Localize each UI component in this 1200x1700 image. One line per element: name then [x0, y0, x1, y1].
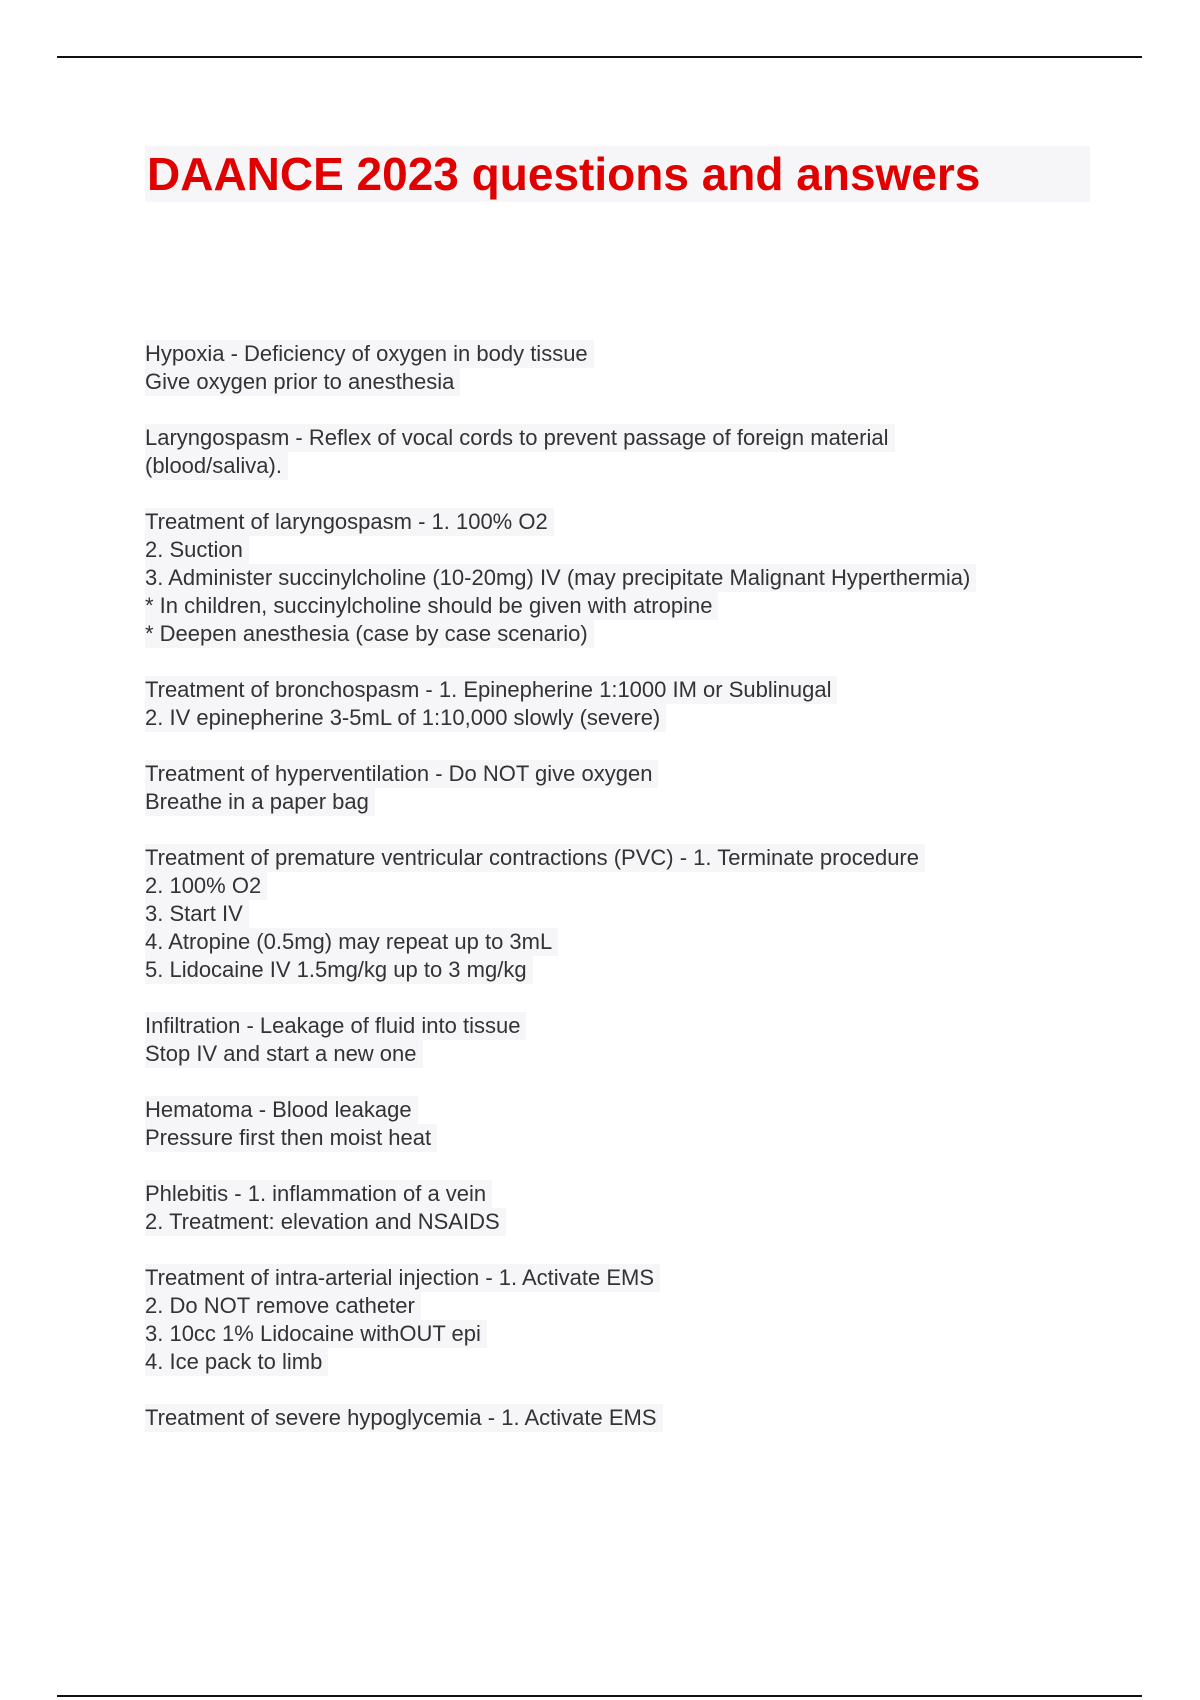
- flashcard-answer-line: 4. Atropine (0.5mg) may repeat up to 3mL: [145, 928, 558, 956]
- flashcard-term-line: Treatment of severe hypoglycemia - 1. Activate EMS: [145, 1404, 663, 1432]
- flashcard-list: [145, 340, 1095, 1460]
- flashcard-term-line: Laryngospasm - Reflex of vocal cords to prevent passage of foreign material: [145, 424, 895, 452]
- flashcard-term-line: Treatment of premature ventricular contractions (PVC) - 1. Terminate procedure: [145, 844, 925, 872]
- flashcard-answer-line: 3. Administer succinylcholine (10-20mg) IV (may precipitate Malignant Hyperthermia): [145, 564, 976, 592]
- flashcard-term-line: Phlebitis - 1. inflammation of a vein: [145, 1180, 492, 1208]
- flashcard-term-line: Hypoxia - Deficiency of oxygen in body tissue: [145, 340, 594, 368]
- flashcard-answer-line: Stop IV and start a new one: [145, 1040, 423, 1068]
- flashcard-answer-line: 2. Do NOT remove catheter: [145, 1292, 421, 1320]
- flashcard-term-line: Treatment of laryngospasm - 1. 100% O2: [145, 508, 554, 536]
- flashcard-term-line: Treatment of hyperventilation - Do NOT give oxygen: [145, 760, 658, 788]
- flashcard-answer-line: 4. Ice pack to limb: [145, 1348, 328, 1376]
- flashcard-entry: [145, 508, 1095, 648]
- flashcard-entry: [145, 1404, 1095, 1432]
- flashcard-entry: [145, 1264, 1095, 1376]
- document-title: DAANCE 2023 questions and answers: [147, 148, 981, 200]
- flashcard-answer-line: Give oxygen prior to anesthesia: [145, 368, 460, 396]
- flashcard-entry: [145, 676, 1095, 732]
- flashcard-entry: [145, 1180, 1095, 1236]
- title-block: [145, 146, 1090, 202]
- flashcard-answer-line: 5. Lidocaine IV 1.5mg/kg up to 3 mg/kg: [145, 956, 533, 984]
- flashcard-entry: [145, 844, 1095, 984]
- flashcard-term-line: Hematoma - Blood leakage: [145, 1096, 418, 1124]
- flashcard-entry: [145, 760, 1095, 816]
- flashcard-entry: [145, 1096, 1095, 1152]
- flashcard-answer-line: 2. Suction: [145, 536, 249, 564]
- header-rule: [57, 56, 1142, 58]
- flashcard-answer-line: * In children, succinylcholine should be given with atropine: [145, 592, 718, 620]
- flashcard-answer-line: 2. Treatment: elevation and NSAIDS: [145, 1208, 506, 1236]
- flashcard-answer-line: * Deepen anesthesia (case by case scenario): [145, 620, 594, 648]
- flashcard-answer-line: 2. IV epinepherine 3-5mL of 1:10,000 slowly (severe): [145, 704, 666, 732]
- flashcard-term-line: Treatment of bronchospasm - 1. Epinepherine 1:1000 IM or Sublinugal: [145, 676, 837, 704]
- flashcard-answer-line: Pressure first then moist heat: [145, 1124, 437, 1152]
- footer-rule: [57, 1695, 1142, 1697]
- flashcard-answer-line: 3. 10cc 1% Lidocaine withOUT epi: [145, 1320, 487, 1348]
- flashcard-answer-line: 3. Start IV: [145, 900, 249, 928]
- flashcard-answer-line: 2. 100% O2: [145, 872, 267, 900]
- flashcard-term-line: Treatment of intra-arterial injection - 1. Activate EMS: [145, 1264, 660, 1292]
- flashcard-answer-line: (blood/saliva).: [145, 452, 288, 480]
- flashcard-entry: [145, 1012, 1095, 1068]
- flashcard-entry: [145, 340, 1095, 396]
- flashcard-entry: [145, 424, 1095, 480]
- flashcard-answer-line: Breathe in a paper bag: [145, 788, 375, 816]
- flashcard-term-line: Infiltration - Leakage of fluid into tissue: [145, 1012, 526, 1040]
